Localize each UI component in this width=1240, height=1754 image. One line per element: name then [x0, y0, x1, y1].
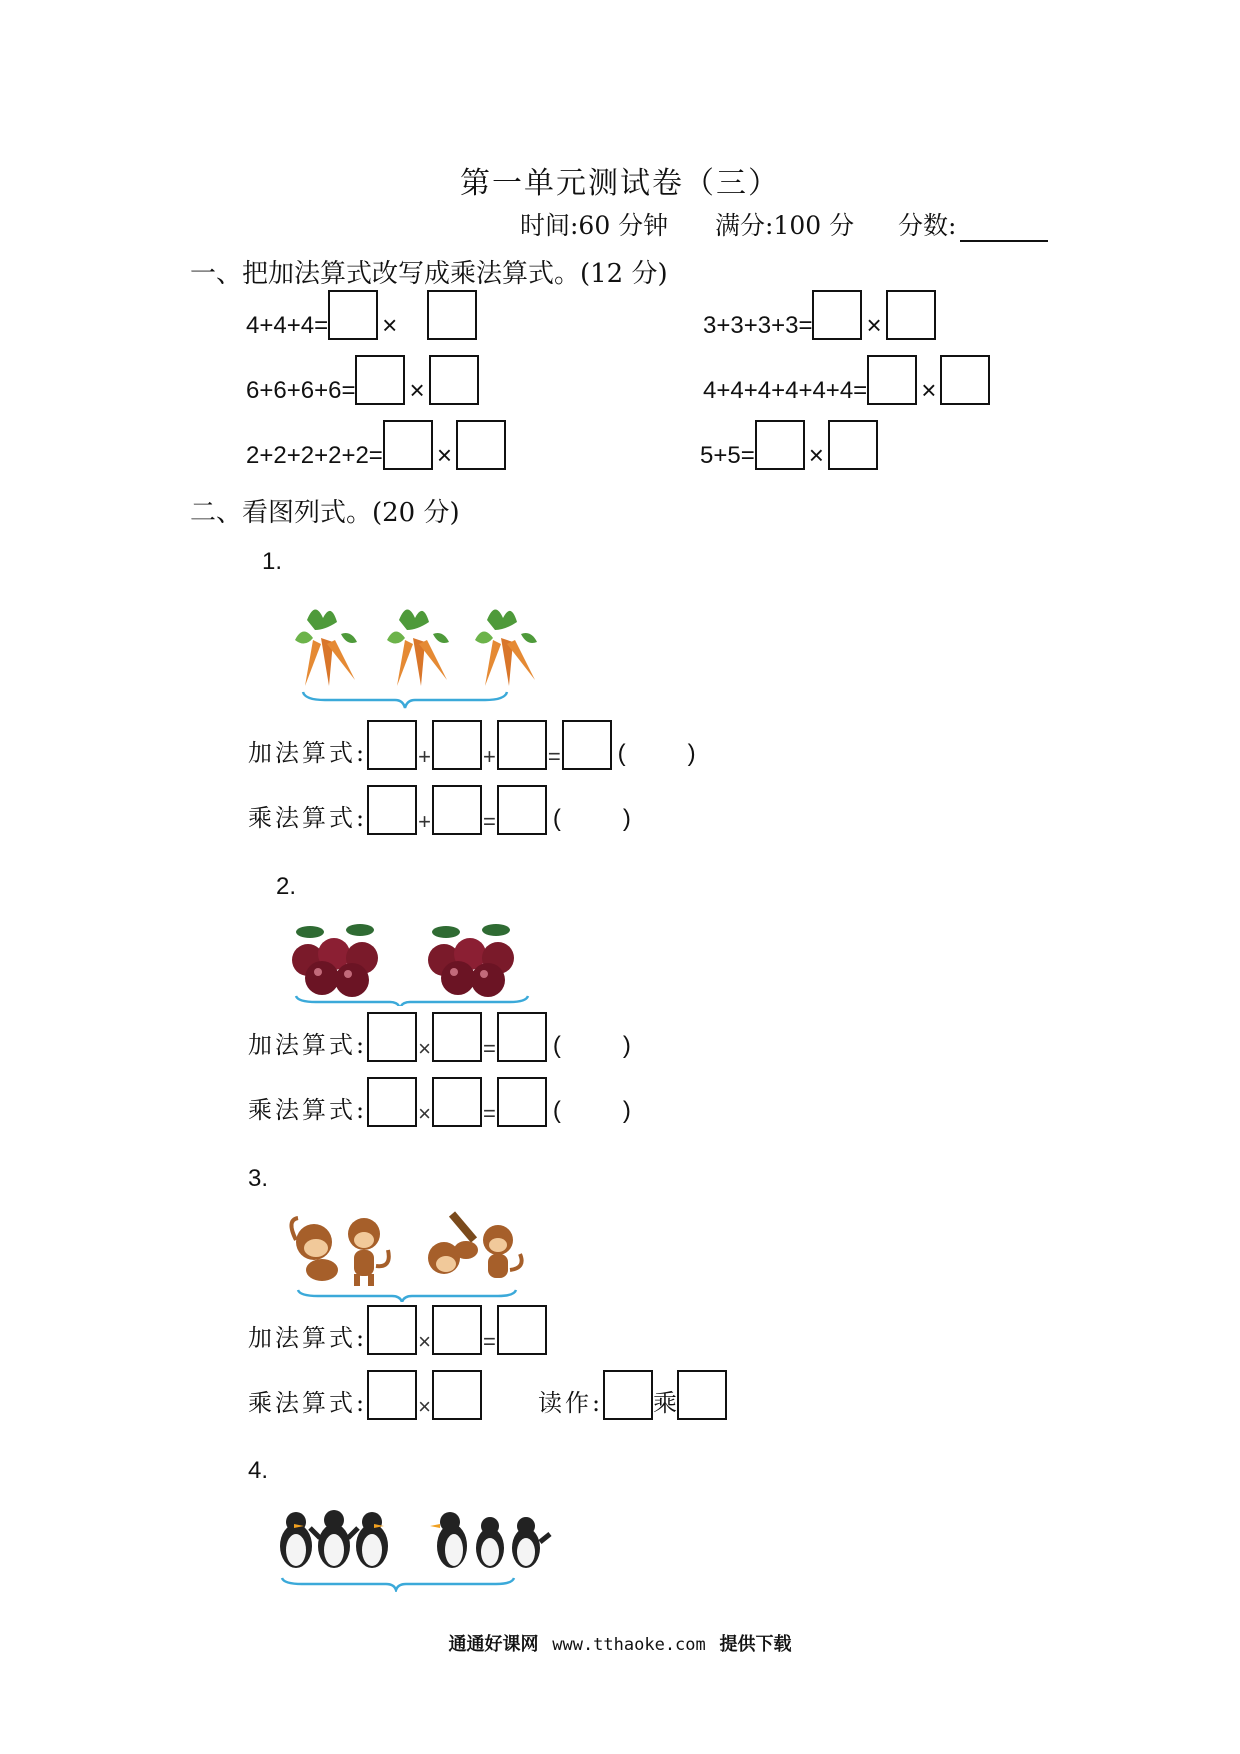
carrot-bunch-icon — [295, 609, 357, 686]
mul-label: 乘法算式: — [248, 1096, 368, 1124]
times-sign: × — [866, 310, 882, 340]
answer-box[interactable] — [355, 355, 405, 405]
paren-open: ( — [617, 740, 626, 767]
answer-box[interactable] — [432, 1305, 482, 1355]
monkey-icon — [483, 1225, 522, 1278]
equals-sign: = — [482, 809, 496, 834]
penguin-icon — [356, 1512, 388, 1568]
answer-box[interactable] — [367, 1370, 417, 1420]
full-score-info: 满分:100 分 — [715, 211, 855, 240]
answer-box[interactable] — [940, 355, 990, 405]
answer-box[interactable] — [828, 420, 878, 470]
add-label: 加法算式: — [248, 1324, 368, 1352]
p1-mul-row — [248, 785, 631, 835]
answer-box[interactable] — [432, 720, 482, 770]
plus-sign: + — [418, 809, 431, 834]
page-title: 第一单元测试卷（三） — [460, 166, 780, 201]
monkey-icon — [348, 1218, 389, 1286]
penguin-icon — [476, 1517, 504, 1568]
score-label: 分数: — [898, 211, 957, 240]
answer-box[interactable] — [497, 1305, 547, 1355]
monkey-icon — [428, 1214, 478, 1274]
answer-box[interactable] — [328, 290, 378, 340]
score-blank[interactable] — [960, 212, 1048, 242]
answer-box[interactable] — [456, 420, 506, 470]
times-sign: × — [382, 310, 398, 340]
answer-box[interactable] — [867, 355, 917, 405]
section2-heading: 二、看图列式。(20 分) — [190, 498, 460, 528]
s1-item-6 — [700, 420, 878, 470]
add-label: 加法算式: — [248, 739, 368, 767]
paren-close: ) — [622, 1032, 631, 1059]
penguin-icon — [280, 1512, 312, 1568]
answer-box[interactable] — [497, 720, 547, 770]
penguin-icon — [310, 1510, 358, 1568]
times-sign: × — [418, 1036, 431, 1061]
equals-sign: = — [482, 1329, 496, 1354]
section1-heading: 一、把加法算式改写成乘法算式。(12 分) — [190, 259, 668, 289]
times-sign: × — [418, 1101, 431, 1126]
answer-box[interactable] — [497, 1012, 547, 1062]
times-sign: × — [418, 1394, 431, 1419]
answer-box[interactable] — [367, 1305, 417, 1355]
problem-1-number: 1. — [262, 548, 283, 575]
s1-expr: 4+4+4= — [246, 312, 329, 339]
times-sign: × — [436, 440, 453, 470]
answer-box[interactable] — [367, 1077, 417, 1127]
monkeys-illustration — [288, 1210, 548, 1302]
problem-3-number: 3. — [248, 1165, 269, 1192]
footer-url-link[interactable]: www.tthaoke.com — [552, 1635, 706, 1655]
s1-item-3 — [246, 355, 479, 405]
problem-4-number: 4. — [248, 1457, 269, 1484]
answer-box[interactable] — [497, 1077, 547, 1127]
answer-box[interactable] — [367, 785, 417, 835]
s1-expr: 5+5= — [700, 442, 755, 469]
carrot-bunch-icon — [475, 609, 537, 686]
times-sign: × — [921, 375, 937, 405]
s1-expr: 3+3+3+3= — [703, 312, 813, 339]
s1-item-2 — [703, 290, 936, 340]
times-sign: × — [808, 440, 824, 470]
monkey-icon — [291, 1218, 338, 1281]
score-field[interactable] — [898, 206, 1048, 242]
answer-box[interactable] — [427, 290, 477, 340]
p2-mul-row — [248, 1077, 631, 1127]
answer-box[interactable] — [562, 720, 612, 770]
answer-box[interactable] — [886, 290, 936, 340]
s1-expr: 2+2+2+2+2= — [246, 442, 383, 469]
times-sign: × — [418, 1329, 431, 1354]
s1-item-4 — [703, 355, 990, 405]
read-times-word: 乘 — [653, 1389, 678, 1417]
answer-box[interactable] — [812, 290, 862, 340]
s1-item-5 — [246, 420, 506, 470]
carrot-bunch-icon — [387, 609, 449, 686]
answer-box[interactable] — [432, 1077, 482, 1127]
p2-add-row — [248, 1012, 631, 1062]
answer-box[interactable] — [603, 1370, 653, 1420]
penguins-illustration — [276, 1502, 556, 1592]
plus-sign: + — [482, 744, 496, 769]
paren-close: ) — [687, 740, 696, 767]
page-footer — [0, 1630, 1240, 1656]
equals-sign: = — [482, 1101, 496, 1126]
paren-close: ) — [622, 1097, 631, 1124]
p3-add-row — [248, 1305, 547, 1355]
footer-site-name: 通通好课网 — [448, 1634, 539, 1655]
answer-box[interactable] — [367, 720, 417, 770]
plum-cluster-icon — [428, 924, 514, 997]
paren-close: ) — [622, 805, 631, 832]
p3-mul-row — [248, 1370, 727, 1420]
answer-box[interactable] — [383, 420, 433, 470]
s1-item-1 — [246, 290, 477, 340]
paren-open: ( — [552, 1032, 561, 1059]
plus-sign: + — [418, 744, 431, 769]
equals-sign: = — [482, 1036, 496, 1061]
plum-cluster-icon — [292, 924, 378, 997]
footer-suffix: 提供下载 — [719, 1634, 792, 1655]
carrots-illustration — [285, 600, 545, 712]
equals-sign: = — [547, 744, 561, 769]
answer-box[interactable] — [432, 785, 482, 835]
problem-2-number: 2. — [276, 873, 297, 900]
paren-open: ( — [552, 805, 561, 832]
answer-box[interactable] — [432, 1370, 482, 1420]
paren-open: ( — [552, 1097, 561, 1124]
penguin-icon — [430, 1512, 467, 1568]
mul-label: 乘法算式: — [248, 1389, 368, 1417]
answer-box[interactable] — [677, 1370, 727, 1420]
answer-box[interactable] — [497, 785, 547, 835]
s1-expr: 4+4+4+4+4+4= — [703, 377, 868, 404]
plums-illustration — [290, 920, 550, 1006]
time-info: 时间:60 分钟 — [520, 211, 669, 240]
p1-add-row — [248, 720, 696, 770]
answer-box[interactable] — [367, 1012, 417, 1062]
add-label: 加法算式: — [248, 1031, 368, 1059]
s1-expr: 6+6+6+6= — [246, 377, 356, 404]
read-label: 读作: — [537, 1389, 604, 1417]
answer-box[interactable] — [429, 355, 479, 405]
times-sign: × — [409, 375, 425, 405]
answer-box[interactable] — [432, 1012, 482, 1062]
penguin-icon — [512, 1517, 550, 1568]
mul-label: 乘法算式: — [248, 804, 368, 832]
answer-box[interactable] — [755, 420, 805, 470]
